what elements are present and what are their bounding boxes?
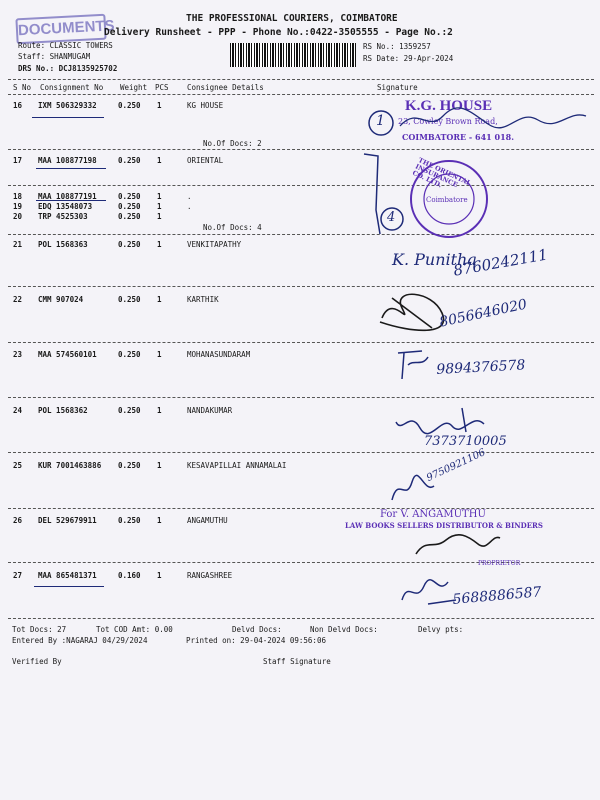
total-cod: Tot COD Amt: 0.00 — [96, 625, 173, 634]
angamuthu-stamp-proprietor: PROPRIETOR — [478, 560, 521, 567]
row-consignment: TRP 4525303 — [38, 212, 88, 221]
row-pcs: 1 — [157, 516, 162, 525]
row-consignment: EDQ 13548073 — [38, 202, 93, 211]
row-consignment: IXM 506329332 — [38, 101, 97, 110]
row-weight: 0.250 — [118, 406, 141, 415]
kg-signature-scribble — [398, 104, 588, 134]
entered-by: Entered By :NAGARAJ 04/29/2024 — [12, 636, 148, 645]
angamuthu-stamp-for: For V. ANGAMUTHU — [380, 509, 486, 520]
route-label: Route: CLASSIC TOWERS — [18, 41, 113, 50]
row-sno: 24 — [13, 406, 23, 415]
row-doc-count: No.Of Docs: 4 — [203, 223, 262, 232]
row-consignment: MAA 574560101 — [38, 350, 97, 359]
col-sno: S No — [13, 83, 32, 92]
oriental-seal-text: THE ORIENTAL INSURANCE CO. LTD. — [411, 156, 473, 190]
signature-row23-phone: 9894376578 — [436, 357, 526, 378]
row-consignment: KUR 7001463886 — [38, 461, 102, 470]
row-pcs: 1 — [157, 212, 162, 221]
row-consignee: VENKITAPATHY — [187, 240, 242, 249]
documents-stamp: DOCUMENTS — [15, 14, 106, 45]
oriental-count-mark: 4 — [387, 210, 396, 225]
row-weight: 0.250 — [118, 212, 141, 221]
row-pcs: 1 — [157, 406, 162, 415]
rs-date: RS Date: 29-Apr-2024 — [363, 54, 454, 63]
staff-signature: Staff Signature — [263, 657, 331, 666]
angamuthu-stamp-business: LAW BOOKS SELLERS DISTRIBUTOR & BINDERS — [345, 521, 543, 530]
row-pcs: 1 — [157, 101, 162, 110]
staff-label: Staff: SHANMUGAM — [18, 52, 91, 61]
row-weight: 0.250 — [118, 202, 141, 211]
row-consignment: MAA 865481371 — [38, 571, 97, 580]
barcode — [230, 43, 356, 67]
row-consignee: KARTHIK — [187, 295, 219, 304]
oriental-seal-center: Coimbatore — [426, 196, 468, 204]
row-consignee: RANGASHREE — [187, 571, 233, 580]
verified-by: Verified By — [12, 657, 62, 666]
row-consignee: . — [187, 192, 192, 201]
row-consignee: ORIENTAL — [187, 156, 224, 165]
signature-row27-scribble — [398, 576, 460, 610]
row-sno: 17 — [13, 156, 23, 165]
signature-row21-phone: 8760242111 — [452, 245, 550, 280]
row-sno: 21 — [13, 240, 23, 249]
signature-row23-scribble — [392, 345, 432, 385]
row-weight: 0.160 — [118, 571, 141, 580]
row-weight: 0.250 — [118, 516, 141, 525]
row-weight: 0.250 — [118, 461, 141, 470]
signature-row22-scribble — [372, 288, 452, 338]
row-consignment: MAA 108877198 — [38, 156, 97, 165]
signature-row21-name: K. Punitha — [392, 250, 477, 269]
delivered-docs: Delvd Docs: — [232, 625, 282, 634]
row-consignment: DEL 529679911 — [38, 516, 97, 525]
col-consignment: Consignment No — [40, 83, 104, 92]
kg-stamp-name: K.G. HOUSE — [405, 98, 493, 114]
row-sno: 16 — [13, 101, 23, 110]
delivery-points: Delvy pts: — [418, 625, 464, 634]
total-docs: Tot Docs: 27 — [12, 625, 67, 634]
col-consignee: Consignee Details — [187, 83, 264, 92]
col-pcs: PCS — [155, 83, 169, 92]
row-pcs: 1 — [157, 202, 162, 211]
row-sno: 20 — [13, 212, 23, 221]
row-weight: 0.250 — [118, 240, 141, 249]
row-sno: 23 — [13, 350, 23, 359]
row-sno: 27 — [13, 571, 23, 580]
kg-stamp-address: 23, Cowley Brown Road, — [398, 117, 498, 126]
runsheet-title: Delivery Runsheet - PPP - Phone No.:0422-3505555 - Page No.:2 — [104, 27, 453, 38]
row-weight: 0.250 — [118, 192, 141, 201]
col-signature: Signature — [377, 83, 418, 92]
row-pcs: 1 — [157, 192, 162, 201]
row-doc-count: No.Of Docs: 2 — [203, 139, 262, 148]
row-weight: 0.250 — [118, 156, 141, 165]
row-consignment: MAA 108877191 — [38, 192, 97, 201]
row-pcs: 1 — [157, 295, 162, 304]
signature-row27-phone: 5688886587 — [452, 584, 543, 608]
row-consignee: KG HOUSE — [187, 101, 224, 110]
row-consignment: POL 1568363 — [38, 240, 88, 249]
signature-row22-phone: 8056646020 — [438, 296, 529, 331]
row-pcs: 1 — [157, 571, 162, 580]
non-delivered-docs: Non Delvd Docs: — [310, 625, 378, 634]
signature-row26-scribble — [412, 528, 502, 558]
row-consignee: ANGAMUTHU — [187, 516, 228, 525]
row-sno: 18 — [13, 192, 23, 201]
rs-number: RS No.: 1359257 — [363, 42, 431, 51]
row-sno: 19 — [13, 202, 23, 211]
row-weight: 0.250 — [118, 295, 141, 304]
row-pcs: 1 — [157, 350, 162, 359]
company-title: THE PROFESSIONAL COURIERS, COIMBATORE — [186, 13, 398, 24]
kg-count-mark: 1 — [376, 113, 385, 129]
drs-number: DRS No.: DCJ8135925702 — [18, 64, 118, 73]
row-consignment: POL 1568362 — [38, 406, 88, 415]
signature-row24-phone: 7373710005 — [424, 434, 507, 449]
row-consignee: . — [187, 202, 192, 211]
row-sno: 22 — [13, 295, 23, 304]
col-weight: Weight — [120, 83, 148, 92]
row-consignee: MOHANASUNDARAM — [187, 350, 251, 359]
row-sno: 26 — [13, 516, 23, 525]
row-pcs: 1 — [157, 156, 162, 165]
row-consignment: CMM 907024 — [38, 295, 84, 304]
printed-on: Printed on: 29-04-2024 09:56:06 — [186, 636, 326, 645]
row-pcs: 1 — [157, 461, 162, 470]
row-pcs: 1 — [157, 240, 162, 249]
row-consignee: KESAVAPILLAI ANNAMALAI — [187, 461, 287, 470]
row-weight: 0.250 — [118, 350, 141, 359]
row-sno: 25 — [13, 461, 23, 470]
signature-row25-phone: 9750921106 — [425, 447, 488, 484]
row-weight: 0.250 — [118, 101, 141, 110]
kg-stamp-city: COIMBATORE - 641 018. — [402, 132, 514, 142]
row-consignee: NANDAKUMAR — [187, 406, 233, 415]
